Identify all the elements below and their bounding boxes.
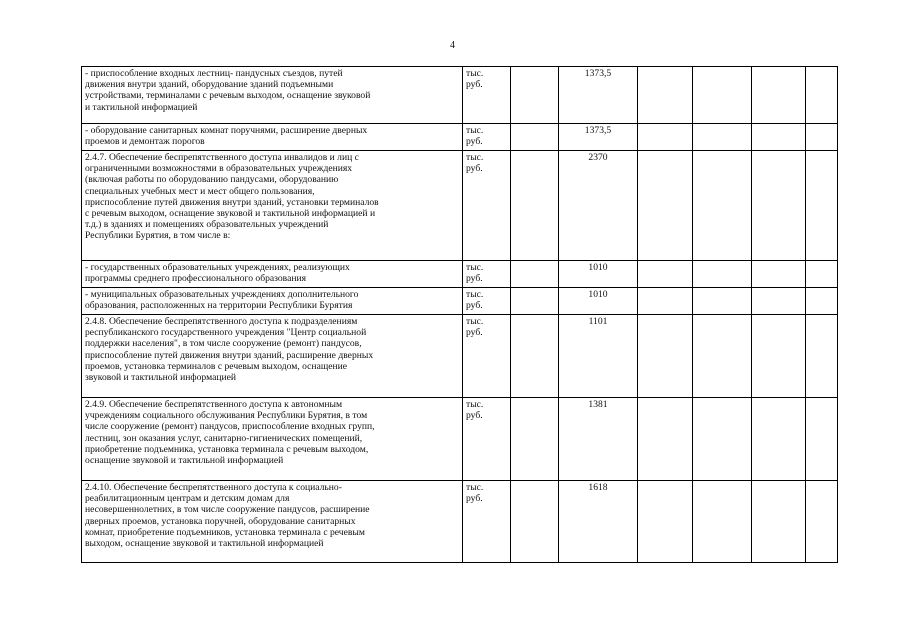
table-row bbox=[82, 481, 838, 563]
empty-cell bbox=[638, 315, 693, 398]
row-description: 2.4.8. Обеспечение беспрепятственного доступа к подразделениям республиканского государственного учреждения "Центр социальной поддержки населения", в том числе сооружение (ремонт) пандусов, приспособление путей движения внутри зданий, расширение дверных проемов, установка терминалов с речевым выходом, оснащение звуковой и тактильной информацией bbox=[82, 315, 463, 398]
row-description: 2.4.7. Обеспечение беспрепятственного доступа инвалидов и лиц с ограниченными возможностями в образовательных учреждениях (включая работы по оборудованию пандусами, оборудованию специальных учебных мест и мест общего пользования, приспособление путей движения внутри зданий, установки терминалов с речевым выходом, оснащение звуковой и тактильной информацией и т.д.) в зданиях и помещениях образовательных учреждений Республики Бурятия, в том числе в: bbox=[82, 151, 463, 261]
row-value: 1373,5 bbox=[559, 124, 638, 151]
empty-cell bbox=[638, 481, 693, 563]
empty-cell bbox=[511, 315, 559, 398]
empty-cell bbox=[693, 288, 752, 315]
row-value: 2370 bbox=[559, 151, 638, 261]
empty-cell bbox=[511, 124, 559, 151]
row-unit: тыс. руб. bbox=[463, 151, 511, 261]
empty-cell bbox=[511, 67, 559, 124]
empty-cell bbox=[638, 261, 693, 288]
empty-cell bbox=[752, 124, 806, 151]
empty-cell bbox=[806, 67, 838, 124]
empty-cell bbox=[806, 124, 838, 151]
empty-cell bbox=[693, 151, 752, 261]
table-row bbox=[82, 398, 838, 481]
empty-cell bbox=[806, 481, 838, 563]
empty-cell bbox=[752, 151, 806, 261]
empty-cell bbox=[806, 151, 838, 261]
row-value: 1010 bbox=[559, 288, 638, 315]
empty-cell bbox=[752, 398, 806, 481]
empty-cell bbox=[693, 398, 752, 481]
table-row bbox=[82, 261, 838, 288]
row-value: 1373,5 bbox=[559, 67, 638, 124]
empty-cell bbox=[638, 398, 693, 481]
row-unit: тыс. руб. bbox=[463, 124, 511, 151]
empty-cell bbox=[511, 398, 559, 481]
empty-cell bbox=[511, 481, 559, 563]
empty-cell bbox=[752, 481, 806, 563]
table-row bbox=[82, 151, 838, 261]
empty-cell bbox=[806, 315, 838, 398]
row-description: 2.4.9. Обеспечение беспрепятственного доступа к автономным учреждениям социального обслуживания Республики Бурятия, в том числе сооружение (ремонт) пандусов, приспособление входных групп, лестниц, зон оказания услуг, санитарно-гигиенических помещений, приобретение подъемника, установка терминала с речевым выходом, оснащение звуковой и тактильной информацией bbox=[82, 398, 463, 481]
row-description: - государственных образовательных учреждениях, реализующих программы среднего профессионального образования bbox=[82, 261, 463, 288]
empty-cell bbox=[752, 315, 806, 398]
empty-cell bbox=[511, 151, 559, 261]
empty-cell bbox=[638, 151, 693, 261]
empty-cell bbox=[693, 315, 752, 398]
row-unit: тыс. руб. bbox=[463, 481, 511, 563]
row-value: 1101 bbox=[559, 315, 638, 398]
empty-cell bbox=[638, 124, 693, 151]
empty-cell bbox=[693, 67, 752, 124]
row-description: 2.4.10. Обеспечение беспрепятственного доступа к социально- реабилитационным центрам и детским домам для несовершеннолетних, в том числе сооружение пандусов, расширение дверных проемов, установка поручней, оборудование санитарных комнат, приобретение подъемников, установка терминала с речевым выходом, оснащение звуковой и тактильной информацией bbox=[82, 481, 463, 563]
row-unit: тыс. руб. bbox=[463, 398, 511, 481]
row-unit: тыс. руб. bbox=[463, 67, 511, 124]
row-description: - оборудование санитарных комнат поручнями, расширение дверных проемов и демонтаж порогов bbox=[82, 124, 463, 151]
empty-cell bbox=[752, 288, 806, 315]
page-number: 4 bbox=[450, 40, 455, 51]
row-description: - муниципальных образовательных учреждениях дополнительного образования, расположенных на территории Республики Бурятия bbox=[82, 288, 463, 315]
empty-cell bbox=[806, 398, 838, 481]
empty-cell bbox=[693, 261, 752, 288]
row-value: 1618 bbox=[559, 481, 638, 563]
row-unit: тыс. руб. bbox=[463, 288, 511, 315]
empty-cell bbox=[752, 261, 806, 288]
empty-cell bbox=[693, 124, 752, 151]
table-row bbox=[82, 67, 838, 124]
table-row bbox=[82, 288, 838, 315]
budget-table bbox=[81, 66, 838, 563]
row-unit: тыс. руб. bbox=[463, 261, 511, 288]
empty-cell bbox=[511, 261, 559, 288]
empty-cell bbox=[806, 261, 838, 288]
empty-cell bbox=[806, 288, 838, 315]
row-description: - приспособление входных лестниц- пандусных съездов, путей движения внутри зданий, оборудование зданий подъемными устройствами, терминалами с речевым выходом, оснащение звуковой и тактильной информацией bbox=[82, 67, 463, 124]
table-row bbox=[82, 315, 838, 398]
row-value: 1381 bbox=[559, 398, 638, 481]
row-unit: тыс. руб. bbox=[463, 315, 511, 398]
empty-cell bbox=[511, 288, 559, 315]
empty-cell bbox=[752, 67, 806, 124]
empty-cell bbox=[693, 481, 752, 563]
table-row bbox=[82, 124, 838, 151]
row-value: 1010 bbox=[559, 261, 638, 288]
empty-cell bbox=[638, 288, 693, 315]
empty-cell bbox=[638, 67, 693, 124]
